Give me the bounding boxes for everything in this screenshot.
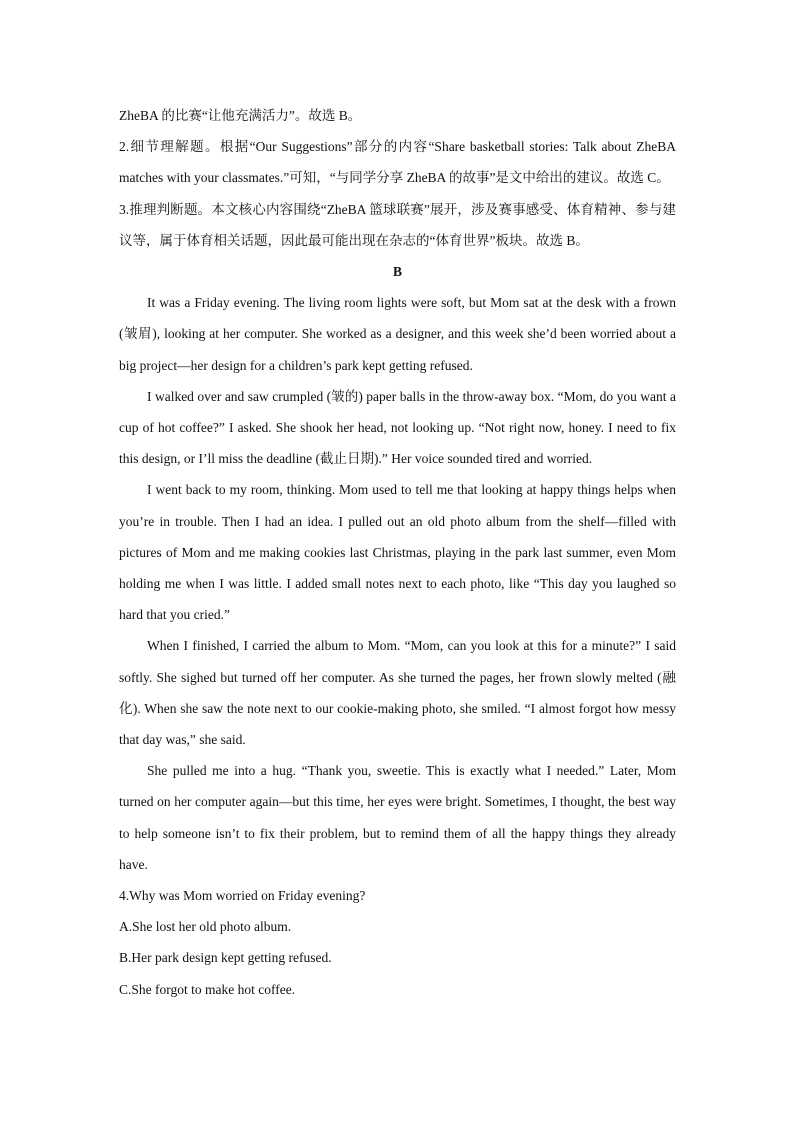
answer-explanation-2: 2.细节理解题。根据“Our Suggestions”部分的内容“Share basketball stories: Talk about ZheBA matches with your classmates.”可知，“与同学分享 ZheBA 的故事”是文中给出的建议。故选 C。 (119, 139, 676, 186)
question-option-a: A.She lost her old photo album. (119, 919, 292, 935)
passage-paragraph-5: She pulled me into a hug. “Thank you, sweetie. This is exactly what I needed.” Later, Mom turned on her computer again—but this time, her eyes were bright. Sometimes, I thought, the best way to help someone isn’t to fix their problem, but to remind them of all the happy things they already have. (119, 763, 676, 872)
section-heading: B (392, 264, 402, 280)
document-content (119, 100, 676, 1005)
passage-paragraph-2: I walked over and saw crumpled (皱的) paper balls in the throw-away box. “Mom, do you want a cup of hot coffee?” I asked. She shook her head, not looking up. “Not right now, honey. I need to fix this design, or I’ll miss the deadline (截止日期).” Her voice sounded tired and worried. (119, 388, 676, 467)
question-option-b: B.Her park design kept getting refused. (119, 950, 332, 966)
question-stem: 4.Why was Mom worried on Friday evening? (119, 888, 366, 904)
answer-explanation-1-tail: ZheBA 的比赛“让他充满活力”。故选 B。 (119, 108, 362, 123)
answer-explanation-3: 3.推理判断题。本文核心内容围绕“ZheBA 篮球联赛”展开，涉及赛事感受、体育精神、参与建议等，属于体育相关话题，因此最可能出现在杂志的“体育世界”板块。故选 B。 (119, 201, 676, 248)
passage-paragraph-3: I went back to my room, thinking. Mom used to tell me that looking at happy things helps when you’re in trouble. Then I had an idea. I pulled out an old photo album from the shelf—filled with pictures of Mom and me making cookies last Christmas, playing in the park last summer, even Mom holding me when I was little. I added small notes next to each photo, like “This day you laughed so hard that you cried.” (119, 482, 676, 623)
passage-paragraph-1: It was a Friday evening. The living room lights were soft, but Mom sat at the desk with a frown (皱眉), looking at her computer. She worked as a designer, and this week she’d been worried about a big project—her design for a children’s park kept getting refused. (119, 295, 676, 373)
passage-paragraph-4: When I finished, I carried the album to Mom. “Mom, can you look at this for a minute?” I said softly. She sighed but turned off her computer. As she turned the pages, her frown slowly melted (融化). When she saw the note next to our cookie-making photo, she smiled. “I almost forgot how messy that day was,” she said. (119, 638, 676, 748)
question-option-c: C.She forgot to make hot coffee. (119, 981, 296, 997)
